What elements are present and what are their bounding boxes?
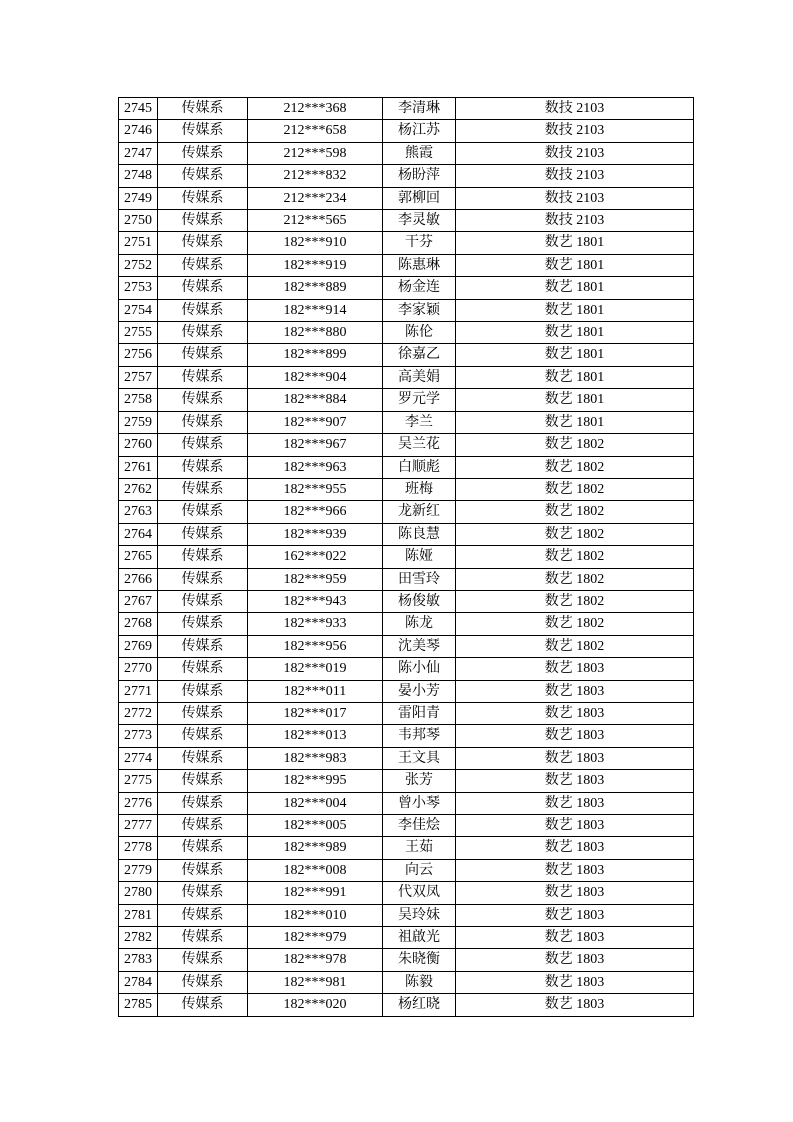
cell-index: 2746 [119,120,158,142]
cell-index: 2772 [119,702,158,724]
table-row [119,635,694,657]
cell-class: 数艺 1801 [456,344,694,366]
cell-index: 2764 [119,523,158,545]
cell-index: 2752 [119,254,158,276]
cell-department: 传媒系 [158,210,248,232]
cell-index: 2783 [119,949,158,971]
cell-name: 李清琳 [383,98,456,120]
cell-index: 2776 [119,792,158,814]
cell-class: 数艺 1801 [456,299,694,321]
cell-student-id: 182***005 [248,815,383,837]
cell-name: 田雪玲 [383,568,456,590]
cell-student-id: 182***983 [248,747,383,769]
cell-class: 数艺 1801 [456,322,694,344]
cell-class: 数艺 1801 [456,411,694,433]
table-row [119,747,694,769]
cell-department: 传媒系 [158,456,248,478]
cell-index: 2749 [119,187,158,209]
cell-class: 数艺 1802 [456,501,694,523]
cell-index: 2774 [119,747,158,769]
cell-student-id: 182***979 [248,927,383,949]
cell-student-id: 182***019 [248,658,383,680]
cell-student-id: 182***959 [248,568,383,590]
table-row [119,142,694,164]
table-row [119,165,694,187]
cell-student-id: 182***939 [248,523,383,545]
cell-student-id: 182***889 [248,277,383,299]
cell-class: 数技 2103 [456,120,694,142]
cell-department: 传媒系 [158,546,248,568]
cell-student-id: 182***989 [248,837,383,859]
cell-student-id: 182***880 [248,322,383,344]
table-row [119,904,694,926]
cell-name: 雷阳青 [383,702,456,724]
cell-name: 向云 [383,859,456,881]
cell-department: 传媒系 [158,165,248,187]
cell-class: 数艺 1803 [456,680,694,702]
cell-department: 传媒系 [158,344,248,366]
table-row [119,232,694,254]
cell-index: 2745 [119,98,158,120]
cell-name: 晏小芳 [383,680,456,702]
cell-class: 数艺 1803 [456,882,694,904]
cell-class: 数技 2103 [456,165,694,187]
cell-department: 传媒系 [158,837,248,859]
cell-index: 2778 [119,837,158,859]
table-row [119,210,694,232]
cell-class: 数艺 1802 [456,523,694,545]
cell-department: 传媒系 [158,658,248,680]
table-row [119,478,694,500]
cell-class: 数艺 1802 [456,635,694,657]
cell-name: 吴玲妹 [383,904,456,926]
cell-student-id: 182***943 [248,590,383,612]
table-row [119,837,694,859]
cell-name: 陈惠琳 [383,254,456,276]
cell-index: 2766 [119,568,158,590]
cell-student-id: 182***011 [248,680,383,702]
cell-department: 传媒系 [158,501,248,523]
cell-department: 传媒系 [158,434,248,456]
cell-index: 2765 [119,546,158,568]
cell-name: 陈娅 [383,546,456,568]
cell-name: 罗元学 [383,389,456,411]
cell-index: 2769 [119,635,158,657]
cell-class: 数技 2103 [456,210,694,232]
cell-student-id: 182***981 [248,971,383,993]
cell-name: 祖啟光 [383,927,456,949]
cell-name: 曾小琴 [383,792,456,814]
cell-index: 2763 [119,501,158,523]
cell-department: 传媒系 [158,725,248,747]
cell-name: 杨俊敏 [383,590,456,612]
cell-student-id: 162***022 [248,546,383,568]
table-row [119,971,694,993]
cell-class: 数艺 1801 [456,254,694,276]
table-row [119,389,694,411]
cell-student-id: 182***967 [248,434,383,456]
cell-name: 吴兰花 [383,434,456,456]
cell-department: 传媒系 [158,971,248,993]
cell-name: 郭柳回 [383,187,456,209]
table-row [119,725,694,747]
cell-index: 2760 [119,434,158,456]
cell-index: 2782 [119,927,158,949]
table-row [119,792,694,814]
cell-name: 班梅 [383,478,456,500]
cell-student-id: 182***910 [248,232,383,254]
cell-index: 2770 [119,658,158,680]
table-row [119,322,694,344]
cell-department: 传媒系 [158,523,248,545]
table-row [119,680,694,702]
cell-name: 李家颖 [383,299,456,321]
cell-student-id: 182***020 [248,994,383,1016]
cell-student-id: 182***966 [248,501,383,523]
cell-department: 传媒系 [158,927,248,949]
cell-class: 数艺 1803 [456,927,694,949]
cell-student-id: 182***907 [248,411,383,433]
cell-index: 2750 [119,210,158,232]
cell-class: 数艺 1801 [456,232,694,254]
cell-student-id: 182***978 [248,949,383,971]
table-row [119,859,694,881]
cell-class: 数艺 1802 [456,434,694,456]
table-row [119,299,694,321]
table-row [119,523,694,545]
cell-class: 数艺 1803 [456,859,694,881]
cell-name: 杨金连 [383,277,456,299]
table-row [119,344,694,366]
cell-department: 传媒系 [158,142,248,164]
table-row [119,949,694,971]
cell-student-id: 182***919 [248,254,383,276]
cell-name: 陈良慧 [383,523,456,545]
cell-name: 干芬 [383,232,456,254]
cell-student-id: 182***884 [248,389,383,411]
cell-department: 传媒系 [158,568,248,590]
cell-student-id: 182***963 [248,456,383,478]
cell-index: 2775 [119,770,158,792]
cell-class: 数艺 1803 [456,904,694,926]
cell-department: 传媒系 [158,882,248,904]
table-row [119,98,694,120]
cell-name: 代双凤 [383,882,456,904]
cell-department: 传媒系 [158,299,248,321]
cell-department: 传媒系 [158,702,248,724]
cell-name: 白顺彪 [383,456,456,478]
cell-student-id: 212***234 [248,187,383,209]
table-row [119,658,694,680]
cell-student-id: 182***991 [248,882,383,904]
cell-index: 2748 [119,165,158,187]
cell-department: 传媒系 [158,859,248,881]
cell-class: 数艺 1802 [456,568,694,590]
cell-index: 2761 [119,456,158,478]
table-row [119,120,694,142]
table-row [119,187,694,209]
cell-name: 李佳烩 [383,815,456,837]
cell-student-id: 212***565 [248,210,383,232]
cell-department: 传媒系 [158,792,248,814]
cell-department: 传媒系 [158,254,248,276]
cell-class: 数艺 1801 [456,389,694,411]
cell-department: 传媒系 [158,322,248,344]
cell-student-id: 182***914 [248,299,383,321]
table-row [119,927,694,949]
cell-index: 2753 [119,277,158,299]
table-row [119,411,694,433]
cell-index: 2754 [119,299,158,321]
table-row [119,568,694,590]
table-row [119,770,694,792]
cell-name: 杨盼萍 [383,165,456,187]
cell-department: 传媒系 [158,478,248,500]
cell-class: 数艺 1801 [456,366,694,388]
table-row [119,590,694,612]
table-row [119,254,694,276]
cell-class: 数艺 1803 [456,837,694,859]
cell-index: 2784 [119,971,158,993]
cell-class: 数艺 1802 [456,590,694,612]
cell-class: 数艺 1801 [456,277,694,299]
cell-department: 传媒系 [158,232,248,254]
cell-index: 2779 [119,859,158,881]
cell-department: 传媒系 [158,590,248,612]
cell-index: 2767 [119,590,158,612]
cell-student-id: 182***004 [248,792,383,814]
cell-student-id: 182***955 [248,478,383,500]
cell-class: 数艺 1802 [456,546,694,568]
cell-department: 传媒系 [158,904,248,926]
cell-class: 数艺 1802 [456,456,694,478]
cell-student-id: 182***904 [248,366,383,388]
cell-department: 传媒系 [158,680,248,702]
cell-student-id: 212***598 [248,142,383,164]
cell-index: 2785 [119,994,158,1016]
cell-index: 2768 [119,613,158,635]
cell-student-id: 212***368 [248,98,383,120]
table-row [119,815,694,837]
cell-department: 传媒系 [158,120,248,142]
cell-index: 2762 [119,478,158,500]
cell-name: 陈小仙 [383,658,456,680]
cell-index: 2777 [119,815,158,837]
cell-index: 2756 [119,344,158,366]
cell-name: 龙新红 [383,501,456,523]
cell-department: 传媒系 [158,815,248,837]
table-row [119,456,694,478]
cell-index: 2758 [119,389,158,411]
cell-index: 2773 [119,725,158,747]
cell-department: 传媒系 [158,635,248,657]
cell-department: 传媒系 [158,613,248,635]
cell-name: 韦邦琴 [383,725,456,747]
cell-index: 2755 [119,322,158,344]
cell-name: 熊霞 [383,142,456,164]
cell-name: 张芳 [383,770,456,792]
cell-student-id: 182***933 [248,613,383,635]
table-row [119,501,694,523]
cell-class: 数技 2103 [456,98,694,120]
cell-student-id: 212***658 [248,120,383,142]
cell-class: 数艺 1803 [456,971,694,993]
table-body [119,98,694,1017]
cell-index: 2780 [119,882,158,904]
cell-name: 沈美琴 [383,635,456,657]
cell-index: 2771 [119,680,158,702]
cell-name: 王文具 [383,747,456,769]
cell-class: 数艺 1803 [456,792,694,814]
cell-name: 王茹 [383,837,456,859]
cell-class: 数技 2103 [456,187,694,209]
cell-index: 2759 [119,411,158,433]
cell-class: 数技 2103 [456,142,694,164]
cell-student-id: 182***013 [248,725,383,747]
table-row [119,994,694,1016]
cell-name: 朱晓衡 [383,949,456,971]
cell-department: 传媒系 [158,747,248,769]
cell-student-id: 212***832 [248,165,383,187]
cell-department: 传媒系 [158,411,248,433]
table-row [119,702,694,724]
cell-index: 2781 [119,904,158,926]
cell-student-id: 182***017 [248,702,383,724]
cell-department: 传媒系 [158,770,248,792]
cell-student-id: 182***956 [248,635,383,657]
cell-name: 徐嘉乙 [383,344,456,366]
cell-class: 数艺 1803 [456,702,694,724]
cell-department: 传媒系 [158,389,248,411]
table-row [119,882,694,904]
cell-department: 传媒系 [158,366,248,388]
cell-class: 数艺 1803 [456,949,694,971]
cell-class: 数艺 1803 [456,770,694,792]
table-row [119,277,694,299]
table-row [119,434,694,456]
cell-department: 传媒系 [158,994,248,1016]
table-row [119,546,694,568]
cell-name: 陈伦 [383,322,456,344]
cell-class: 数艺 1803 [456,994,694,1016]
cell-class: 数艺 1803 [456,815,694,837]
cell-name: 李灵敏 [383,210,456,232]
cell-name: 高美娟 [383,366,456,388]
cell-name: 杨红晓 [383,994,456,1016]
cell-class: 数艺 1803 [456,747,694,769]
cell-index: 2751 [119,232,158,254]
cell-name: 李兰 [383,411,456,433]
cell-student-id: 182***899 [248,344,383,366]
cell-student-id: 182***995 [248,770,383,792]
cell-department: 传媒系 [158,949,248,971]
cell-index: 2747 [119,142,158,164]
cell-student-id: 182***008 [248,859,383,881]
cell-name: 杨江苏 [383,120,456,142]
cell-class: 数艺 1802 [456,478,694,500]
cell-name: 陈龙 [383,613,456,635]
cell-class: 数艺 1803 [456,658,694,680]
cell-department: 传媒系 [158,187,248,209]
table-row [119,366,694,388]
table-row [119,613,694,635]
cell-class: 数艺 1803 [456,725,694,747]
cell-class: 数艺 1802 [456,613,694,635]
cell-department: 传媒系 [158,98,248,120]
student-roster-table [118,97,694,1017]
cell-student-id: 182***010 [248,904,383,926]
cell-index: 2757 [119,366,158,388]
cell-department: 传媒系 [158,277,248,299]
cell-name: 陈毅 [383,971,456,993]
